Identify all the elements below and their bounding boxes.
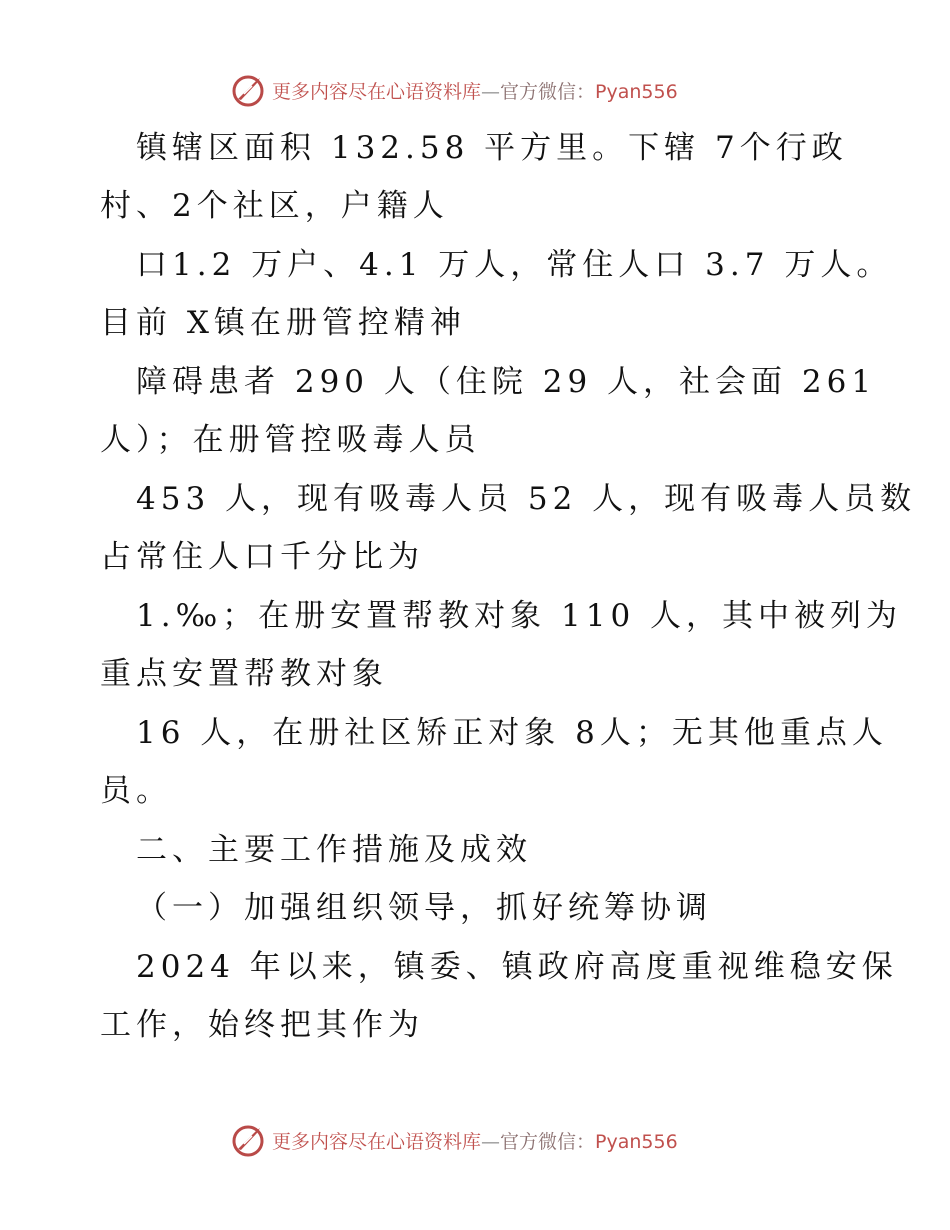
section-heading: 二、主要工作措施及成效 <box>136 832 532 868</box>
quill-logo-icon <box>230 1122 266 1158</box>
banner-title: 更多内容尽在心语资料库 <box>272 1130 482 1153</box>
paragraph-line: 目前 X镇在册管控精神 <box>100 305 466 341</box>
paragraph-line: 障碍患者 290 人（住院 29 人，社会面 261 <box>136 364 877 400</box>
header-banner <box>230 70 678 110</box>
subsection-heading: （一）加强组织领导，抓好统筹协调 <box>136 890 712 926</box>
paragraph-line: 453 人，现有吸毒人员 52 人，现有吸毒人员数 <box>136 481 917 517</box>
banner-separator: — <box>481 80 501 103</box>
banner-wechat-label: 官方微信： <box>500 1130 596 1153</box>
paragraph-line: 占常住人口千分比为 <box>100 539 424 575</box>
quill-logo-icon <box>230 72 266 108</box>
banner-wechat-label: 官方微信： <box>500 80 596 103</box>
banner-separator: — <box>481 1130 501 1153</box>
paragraph-line: 2024 年以来，镇委、镇政府高度重视维稳安保 <box>136 949 898 985</box>
banner-wechat-id: Pyan556 <box>595 1130 678 1153</box>
paragraph-line: 16 人，在册社区矫正对象 8人；无其他重点人 <box>136 715 888 751</box>
paragraph-line: 村、2个社区，户籍人 <box>100 188 449 224</box>
paragraph-line: 口1.2 万户、4.1 万人，常住人口 3.7 万人。 <box>136 247 893 283</box>
paragraph-line: 工作，始终把其作为 <box>100 1007 424 1043</box>
banner-text <box>272 1127 678 1154</box>
paragraph-line: 员。 <box>100 773 172 809</box>
banner-text <box>272 77 678 104</box>
paragraph-line: 人）；在册管控吸毒人员 <box>100 422 481 458</box>
paragraph-line: 重点安置帮教对象 <box>100 656 388 692</box>
paragraph-line: 1.‰；在册安置帮教对象 110 人，其中被列为 <box>136 598 903 634</box>
banner-title: 更多内容尽在心语资料库 <box>272 80 482 103</box>
footer-banner <box>230 1120 678 1160</box>
banner-wechat-id: Pyan556 <box>595 80 678 103</box>
paragraph-line: 镇辖区面积 132.58 平方里。下辖 7个行政 <box>136 130 848 166</box>
